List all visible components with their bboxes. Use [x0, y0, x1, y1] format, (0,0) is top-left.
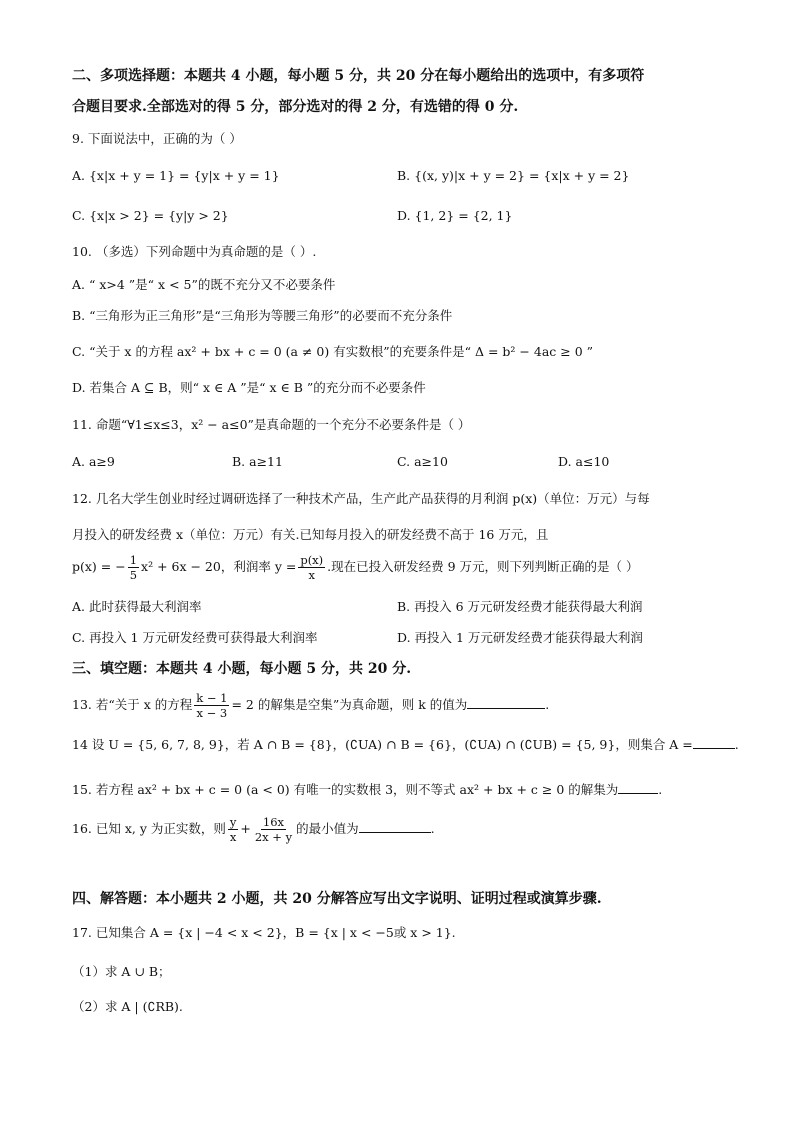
q10-option-a: A. “ x>4 ”是“ x < 5”的既不充分又不必要条件 [72, 277, 336, 292]
q12-line3-a: p(x) = − [72, 559, 126, 574]
q16-text-a: 16. 已知 x, y 为正实数，则 [72, 821, 226, 836]
q9-option-d: D. {1, 2} = {2, 1} [397, 208, 513, 223]
q12-line3-c: .现在已投入研发经费 9 万元，则下列判断正确的是（ ） [327, 559, 639, 574]
section4-title: 四、解答题：本小题共 2 小题，共 20 分解答应写出文字说明、证明过程或演算步骤. [72, 891, 602, 907]
q12-option-d: D. 再投入 1 万元研发经费才能获得最大利润 [397, 630, 643, 645]
q12-option-b: B. 再投入 6 万元研发经费才能获得最大利润 [397, 599, 643, 614]
q16 [72, 810, 435, 848]
q16-answer-blank[interactable] [359, 818, 431, 833]
q17-part2: （2）求 A | (∁RB). [72, 999, 183, 1014]
q12-line3-b: x² + 6x − 20，利润率 y = [141, 559, 297, 574]
q14-answer-blank[interactable] [693, 734, 735, 749]
q10-stem: 10. （多选）下列命题中为真命题的是（ ）. [72, 244, 317, 259]
q13-frac-den: x − 3 [196, 706, 228, 720]
q11-option-c: C. a≥10 [397, 454, 448, 469]
q9-option-a: A. {x|x + y = 1} = {y|x + y = 1} [72, 168, 280, 183]
q16-fraction-1 [228, 815, 239, 844]
q15 [72, 779, 662, 800]
section2-title-line1: 二、多项选择题：本题共 4 小题，每小题 5 分，共 20 分在每小题给出的选项中，有多项符 [72, 68, 645, 84]
q13-text-a: 13. 若“关于 x 的方程 [72, 697, 193, 712]
q14 [72, 734, 739, 755]
q12-frac2-den: x [308, 568, 315, 582]
q12-frac-num: 1 [129, 553, 138, 567]
q11-stem: 11. 命题“∀1≤x≤3，x² − a≤0”是真命题的一个充分不必要条件是（ ） [72, 417, 471, 432]
q13-fraction [194, 691, 229, 720]
q12-fraction-profit-rate [298, 553, 325, 582]
q13-end: . [545, 697, 550, 712]
section2-title-line2: 合题目要求.全部选对的得 5 分，部分选对的得 2 分，有选错的得 0 分. [72, 99, 519, 115]
q16-f2-den: 2x + y [254, 830, 293, 844]
q13-answer-blank[interactable] [467, 694, 545, 709]
q9-option-b: B. {(x, y)|x + y = 2} = {x|x + y = 2} [397, 168, 630, 183]
q16-f1-num: y [229, 815, 237, 829]
q12-line3 [72, 548, 639, 586]
q16-f1-den: x [229, 830, 237, 844]
q16-end: . [430, 821, 435, 836]
q15-text: 15. 若方程 ax² + bx + c = 0 (a < 0) 有唯一的实数根 3，则不等式 ax² + bx + c ≥ 0 的解集为 [72, 782, 619, 797]
q12-option-c: C. 再投入 1 万元研发经费可获得最大利润率 [72, 630, 318, 645]
q13-text-b: = 2 的解集是空集”为真命题，则 k 的值为 [231, 697, 468, 712]
q9-option-c: C. {x|x > 2} = {y|y > 2} [72, 208, 229, 223]
q10-option-c: C. “关于 x 的方程 ax² + bx + c = 0 (a ≠ 0) 有实数根”的充要条件是“ Δ = b² − 4ac ≥ 0 ” [72, 344, 594, 359]
q9-stem: 9. 下面说法中，正确的为（ ） [72, 131, 242, 146]
q12-option-a: A. 此时获得最大利润率 [72, 599, 202, 614]
q13-frac-num: k − 1 [196, 691, 228, 705]
q15-end: . [658, 782, 663, 797]
q11-option-b: B. a≥11 [232, 454, 283, 469]
q16-fraction-2 [253, 815, 294, 844]
q12-line2: 月投入的研发经费 x（单位：万元）有关.已知每月投入的研发经费不高于 16 万元，且 [72, 527, 549, 542]
q13 [72, 686, 549, 724]
q12-frac2-num: p(x) [300, 553, 324, 567]
q12-line1: 12. 几名大学生创业时经过调研选择了一种技术产品，生产此产品获得的月利润 p(x)（单位：万元）与每 [72, 491, 650, 506]
q14-end: . [734, 737, 739, 752]
q16-f2-num: 16x [262, 815, 285, 829]
q15-answer-blank[interactable] [618, 779, 658, 794]
q16-text-b: 的最小值为 [296, 821, 359, 836]
q12-frac-den: 5 [129, 568, 138, 582]
q14-text: 14 设 U = {5, 6, 7, 8, 9}，若 A ∩ B = {8}，(∁UA) ∩ B = {6}，(∁UA) ∩ (∁UB) = {5, 9}，则集合 A = [72, 737, 693, 752]
q10-option-d: D. 若集合 A ⊆ B，则“ x ∈ A ”是“ x ∈ B ”的充分而不必要条件 [72, 380, 426, 395]
q10-option-b: B. “三角形为正三角形”是“三角形为等腰三角形”的必要而不充分条件 [72, 308, 453, 323]
q17-part1: （1）求 A ∪ B； [72, 964, 171, 979]
q16-plus: + [240, 821, 251, 836]
q11-option-d: D. a≤10 [558, 454, 610, 469]
q11-option-a: A. a≥9 [72, 454, 115, 469]
q12-fraction-one-fifth [128, 553, 139, 582]
q17-stem: 17. 已知集合 A = {x | −4 < x < 2}，B = {x | x < −5或 x > 1}. [72, 925, 456, 940]
section3-title: 三、填空题：本题共 4 小题，每小题 5 分，共 20 分. [72, 661, 412, 677]
